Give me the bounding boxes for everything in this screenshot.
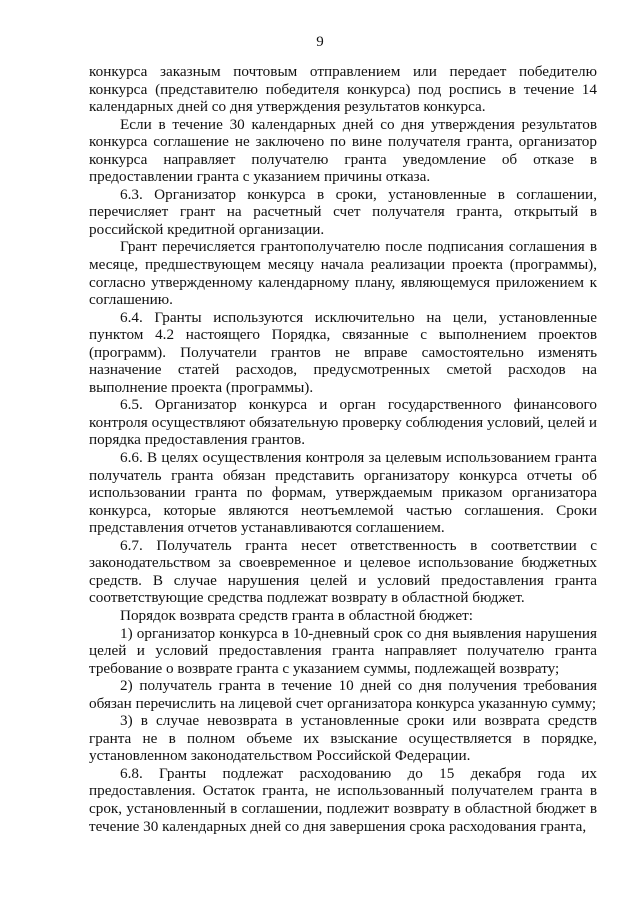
list-item-3: 3) в случае невозврата в установленные сроки или возврата средств гранта не в полном объеме их взыскание осуществляется в порядке, установленном законодательством Российской Федерации. [89, 712, 597, 765]
paragraph-return-procedure: Порядок возврата средств гранта в областной бюджет: [120, 606, 473, 624]
list-item-1: 1) организатор конкурса в 10-дневный срок со дня выявления нарушения целей и условий предоставления гранта направляет получателю гранта требование о возврате гранта с указанием суммы, подлежащей возврату; [89, 624, 597, 677]
paragraph-continuation: конкурса заказным почтовым отправлением или передает победителю конкурса (представителю победителя конкурса) под роспись в течение 14 календарных дней со дня утверждения результатов конкурса. [89, 63, 597, 116]
paragraph-6-6: 6.6. В целях осуществления контроля за целевым использованием гранта получатель гранта обязан представить организатору конкурса отчеты об использовании гранта по формам, утверждаемым приказом организатора конкурса, которые являются неотъемлемой частью соглашения. Сроки представления отчетов устанавливаются соглашением. [89, 449, 597, 537]
list-item-2: 2) получатель гранта в течение 10 дней со дня получения требования обязан перечислить на лицевой счет организатора конкурса указанную сумму; [89, 677, 597, 712]
paragraph-6-3: 6.3. Организатор конкурса в сроки, установленные в соглашении, перечисляет грант на расчетный счет получателя гранта, открытый в российской кредитной организации. [89, 185, 597, 238]
page-number: 9 [316, 34, 324, 50]
paragraph-6-5: 6.5. Организатор конкурса и орган государственного финансового контроля осуществляют обязательную проверку соблюдения условий, целей и порядка предоставления грантов. [89, 396, 597, 449]
paragraph-6-4: 6.4. Гранты используются исключительно на цели, установленные пунктом 4.2 настоящего Порядка, связанные с выполнением проектов (программ). Получатели грантов не вправе самостоятельно изменять назначение статей расходов, предусмотренных сметой расходов на выполнение проекта (программы). [89, 308, 597, 396]
paragraph-6-8: 6.8. Гранты подлежат расходованию до 15 декабря года их предоставления. Остаток гранта, не использованный получателем гранта в срок, установленный в соглашении, подлежит возврату в областной бюджет в течение 30 календарных дней со дня завершения срока расходования гранта, [89, 764, 597, 835]
paragraph-grant-transfer: Грант перечисляется грантополучателю после подписания соглашения в месяце, предшествующем месяцу начала реализации проекта (программы), согласно утвержденному календарному плану, являющемуся приложением к соглашению. [89, 238, 597, 309]
paragraph-6-7: 6.7. Получатель гранта несет ответственность в соответствии с законодательством за своевременное и целевое использование бюджетных средств. В случае нарушения целей и условий предоставления гранта соответствующие средства подлежат возврату в областной бюджет. [89, 536, 597, 607]
paragraph-refusal-notice: Если в течение 30 календарных дней со дня утверждения результатов конкурса соглашение не заключено по вине получателя гранта, организатор конкурса направляет получателю гранта уведомление об отказе в предоставлении гранта с указанием причины отказа. [89, 115, 597, 186]
document-body [89, 63, 597, 835]
